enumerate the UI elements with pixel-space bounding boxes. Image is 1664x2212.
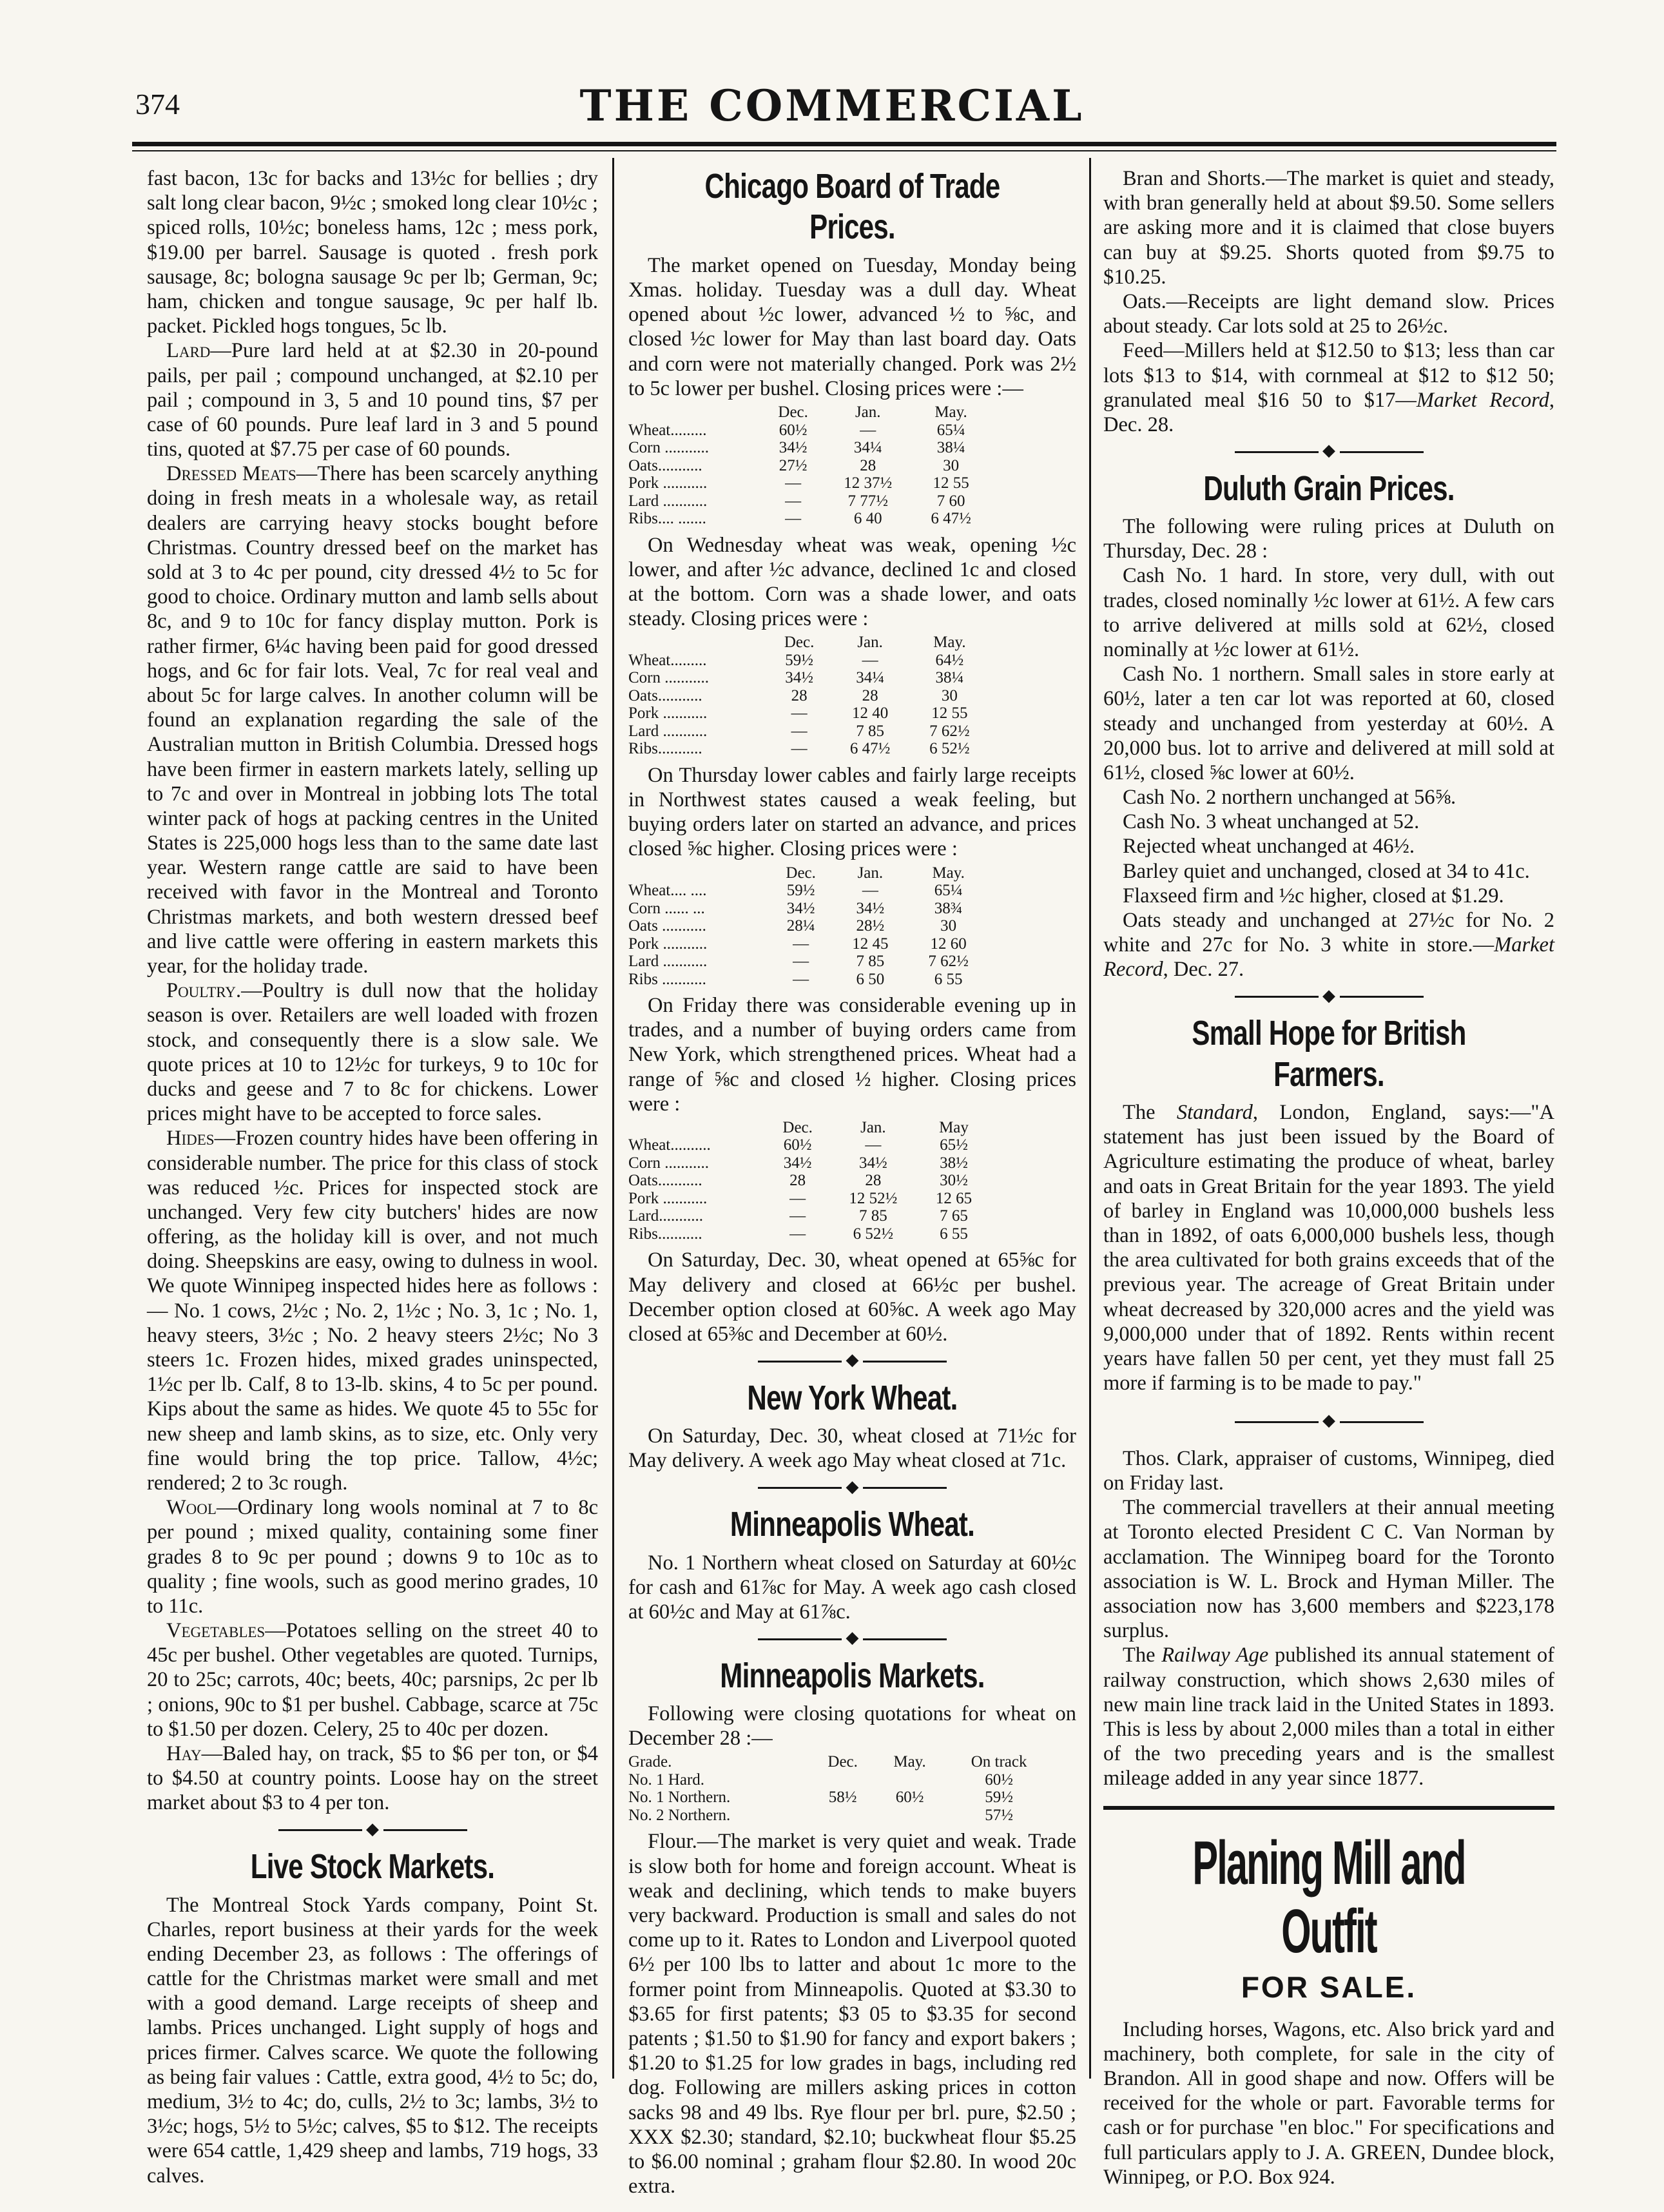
table-cell [875,1807,944,1825]
live-stock-heading: Live Stock Markets. [250,1847,495,1887]
table-cell: 7 85 [856,953,885,970]
section-separator: ◆ [628,1628,1076,1648]
chicago-intro: The market opened on Tuesday, Monday being Xmas. holiday. Tuesday was a dull day. Wheat opened about ½c lower, advanced ½ to ⅝c, and closed ½c lower for May than last board day. Oats and corn were not materially changed. Pork was 2½ to 5c lower per bushel. Closing prices were :— [628,253,1076,400]
advertisement-text: Including horses, Wagons, etc. Also brick yard and machinery, both complete, for sale in the city of Brandon. All in good shape and now. Offers will be received for the whole or part. Favorable terms for cash or for purchase "en bloc." For specifications and full particulars apply to J. A. GREEN, Dundee block, Winnipeg, or P.O. Box 924. [1103,2017,1554,2189]
masthead-rule-thin [132,150,1556,151]
table-cell: 34½ [785,669,813,687]
table-row [628,1190,989,1208]
table-cell: 12 65 [935,1189,972,1207]
table-cell: Oats........... [628,456,702,474]
table-cell: 30½ [940,1172,968,1190]
table-cell [810,1771,875,1789]
small-hope-pre: The [1123,1101,1177,1125]
table-cell: 34½ [779,439,808,456]
table-cell: — [791,722,808,740]
duluth-heading: Duluth Grain Prices. [1203,469,1455,508]
table-header-cell [628,1119,768,1137]
table-header-cell: May. [893,1753,926,1771]
table-row [628,1154,989,1172]
table-cell: 7 77½ [847,492,888,510]
bran-shorts-paragraph: Bran and Shorts.—The market is quiet and steady, with bran generally held at about $9.50. Some sellers are asking more and it is claimed that close buyers can buy at $9.25. Shorts quoted from $9.75 to $10.25. [1103,167,1554,289]
table-cell: Lard........... [628,1207,703,1225]
hides-label: Hides [166,1127,215,1150]
table-cell: 34¼ [853,439,882,456]
vegetables-paragraph [147,1618,598,1741]
table-cell: 38¾ [934,899,963,917]
thursday-paragraph: On Thursday lower cables and fairly large receipts in Northwest states caused a weak feeling, but buying orders later on started an advance, and prices closed ⅝c higher. Closing prices were : [628,763,1076,861]
small-hope-heading: Small Hope for British Farmers. [1192,1014,1466,1094]
lard-paragraph [147,338,598,461]
table-cell: 12 55 [933,474,969,492]
table-row [628,474,989,492]
table-cell: Pork ........... [628,474,708,492]
table-cell: 34¼ [856,669,884,687]
table-cell: 6 52½ [929,740,970,758]
masthead-rule-thick [132,142,1556,146]
table-row [628,1136,989,1154]
railway-paragraph [1103,1643,1554,1790]
table-header-row [628,1119,989,1137]
table-cell: 28½ [856,917,885,935]
column-divider-2 [1089,158,1091,2079]
table-cell: — [860,421,876,439]
table-header-cell: Dec. [782,1118,813,1136]
table-row [628,669,989,687]
table-header-cell [628,634,768,652]
masthead-title: THE COMMERCIAL [579,81,1085,131]
wool-paragraph [147,1495,598,1618]
duluth-intro: The following were ruling prices at Duluth on Thursday, Dec. 28 : [1103,515,1554,563]
table-cell [810,1807,875,1825]
table-cell: 38¼ [935,669,964,687]
section-separator: ◆ [628,1350,1076,1370]
table-row [628,917,989,935]
table-cell: — [793,970,809,988]
table-row [628,1771,1054,1789]
lard-label: Lard [166,339,211,363]
table-cell: Lard ........... [628,722,708,740]
duluth-cash-no1-northern: Cash No. 1 northern. Small sales in store early at 60½, later a ten car lot was reported at 60, closed steady and unchanged from yesterday at 60½. A 20,000 bus. lot to arrive and delivered at mill sold at 61½, closed ⅝c lower at 60½. [1103,663,1554,784]
table-cell: Ribs........... [628,1225,702,1243]
table-header-cell: Grade. [628,1753,672,1771]
poultry-text: .—Poultry is dull now that the holiday season is over. Retailers are well loaded with frozen stock, and consequently there is a slow sale. We quote prices at 10 to 12½c for turkeys, 9 to 10c for ducks and geese and 7 to 8c for chickens. Lower prices might have to be accepted to force sales. [147,979,598,1126]
table-cell: — [789,1225,806,1243]
saturday-paragraph: On Saturday, Dec. 30, wheat opened at 65⅝c for May delivery and closed at 66½c per bushel. December option closed at 60⅝c. A week ago May closed at 65⅜c and December at 60½. [628,1248,1076,1346]
railway-pre: The [1123,1644,1162,1667]
table-cell: Pork ........... [628,704,708,723]
table-cell: 28 [862,686,878,704]
table-cell: 7 62½ [928,953,969,970]
table-cell: 7 85 [859,1207,887,1225]
table-row [628,1172,989,1190]
table-header-row [628,864,989,882]
table-cell: 28 [860,456,876,474]
table-header-cell: Jan. [857,864,884,882]
column-2 [628,166,1076,2198]
clark-paragraph: Thos. Clark, appraiser of customs, Winnipeg, died on Friday last. [1103,1446,1554,1495]
table-row [628,740,989,758]
table-cell: — [789,1189,806,1207]
table-cell: Wheat.... .... [628,882,707,899]
page-number: 374 [135,88,180,121]
table-cell: 60½ [985,1771,1013,1789]
table-cell: 65½ [940,1136,968,1154]
wool-text: —Ordinary long wools nominal at 7 to 8c per pound ; mixed quality, containing some finer grades 8 to 9c per pound ; downs 9 to 10c as to quality ; fine wools, such as good merino grades, 10 to 11c. [147,1496,598,1618]
table-header-cell: Jan. [857,634,883,652]
table-header-cell: Jan. [855,403,881,421]
duluth-flaxseed: Flaxseed firm and ½c higher, closed at $1.29. [1123,884,1504,907]
railway-text: published its annual statement of railway construction, which shows 2,630 miles of new main line track laid in the United States in 1893. This is less by about 2,000 miles than a total in either of the two preceding years and is the smallest mileage added in any year since 1877. [1103,1644,1554,1790]
table-cell: 6 47½ [849,740,891,758]
column-3 [1103,166,1554,2189]
table-row [628,422,989,440]
duluth-cash-no1-hard: Cash No. 1 hard. In store, very dull, with out trades, closed nominally ½c lower at 61½. A few cars to arrive delivered at mills sold at 62½, closed nominally at ½c lower at 61½. [1103,564,1554,661]
table-cell: 7 85 [856,722,884,740]
table-cell: Corn ........... [628,439,709,456]
table-header-cell: Jan. [860,1118,886,1136]
table-header-cell: Dec. [778,403,808,421]
minneapolis-grade-table [628,1753,1054,1824]
table-cell: 27½ [779,456,808,474]
table-cell: 60½ [783,1136,812,1154]
duluth-oats [1103,908,1554,982]
table-cell: 12 55 [931,704,968,723]
table-row [628,935,989,953]
table-cell: Lard ........... [628,492,708,510]
table-cell: — [862,651,878,669]
table-cell: — [791,740,808,758]
hides-paragraph [147,1126,598,1495]
table-row [628,687,989,705]
table-header-cell: Dec. [827,1753,858,1771]
dressed-meats-paragraph [147,461,598,978]
table-cell: Pork ........... [628,1189,708,1207]
table-cell: 34½ [856,899,885,917]
table-cell: No. 2 Northern. [628,1806,731,1824]
table-row [628,439,989,457]
poultry-label: Poultry [166,979,236,1003]
chicago-prices-table-thursday [628,864,989,989]
vegetables-text: —Potatoes selling on the street 40 to 45c per bushel. Other vegetables are quoted. Turnips, 20 to 25c; carrots, 40c; beets, 40c; parsnips, 2c per lb ; onions, 90c to $1 per bushel. Cabbage, scarce at 75c to $1.50 per dozen. Celery, 25 to 40c per dozen. [147,1619,598,1741]
duluth-oats-text: Oats steady and unchanged at 27½c for No. 2 white and 27c for No. 3 white in store.— [1103,909,1554,957]
new-york-wheat-paragraph: On Saturday, Dec. 30, wheat closed at 71½c for May delivery. A week ago May wheat closed at 71c. [628,1424,1076,1473]
travellers-paragraph: The commercial travellers at their annual meeting at Toronto elected President C C. Van Norman by acclamation. The Winnipeg board for the Toronto association is W. L. Brock and Hyman Miller. The association now has 3,600 members and $223,178 surplus. [1103,1496,1554,1643]
feed-source: Market Record [1416,388,1549,412]
table-row [628,900,989,918]
chicago-prices-table-friday [628,1119,989,1243]
table-cell: Corn ...... ... [628,899,705,917]
table-cell: 59½ [985,1789,1013,1807]
railway-paper: Railway Age [1161,1644,1269,1667]
table-cell: Wheat.......... [628,1136,711,1154]
table-cell: 38½ [940,1154,968,1172]
table-cell: 28 [791,686,808,704]
table-cell: 30 [941,686,958,704]
table-row [628,652,989,670]
advertisement-title: Planing Mill and Outfit [1192,1829,1466,1966]
feed-date: , Dec. 28. [1103,388,1554,436]
table-cell: Wheat......... [628,651,707,669]
section-separator: ◆ [1103,441,1554,461]
table-cell: 28 [865,1172,882,1190]
table-row [628,953,989,971]
table-row [628,971,989,989]
advertisement-subtitle: FOR SALE. [1241,1970,1417,2004]
table-row [628,510,989,528]
hay-text: —Baled hay, on track, $5 to $6 per ton, or $4 to $4.50 at country points. Loose hay on the street market about $3 to 4 per ton. [147,1742,598,1815]
table-row [628,723,989,741]
table-row [628,492,989,510]
table-cell: — [862,882,878,899]
bacon-paragraph: fast bacon, 13c for backs and 13½c for bellies ; dry salt long clear bacon, 9½c ; smoked long clear 10½c ; spiced rolls, 10½c; boneless hams, 12c ; mess pork, $19.00 per barrel. Sausage is quoted . fresh pork sausage, 8c; bologna sausage 9c per lb; German, 9c; ham, chicken and tongue sausage, 9c per half lb. packet. Pickled hogs tongues, 5c lb. [147,167,598,338]
table-cell: 59½ [786,882,815,899]
table-cell: 12 40 [851,704,889,723]
small-hope-text: , London, England, says:—"A statement has just been issued by the Board of Agriculture estimating the produce of wheat, barley and oats in Great Britain for the year 1893. The yield of barley in England was 10,000,000 bushels less than in 1892, of oats 6,000,000 bushels less, though the area cultivated for both grains exceeds that of the previous year. The acreage of Great Britain under wheat decreased by 320,000 acres and the yield was 9,000,000 under that of 1892. Rents within recent years have fallen 50 per cent, yet they must fall 25 more if farming is to be made to pay." [1103,1101,1554,1395]
table-row [628,1789,1054,1807]
table-header-row [628,1753,1054,1771]
table-row [628,1225,989,1243]
table-cell: Ribs.... ....... [628,510,706,527]
live-stock-paragraph: The Montreal Stock Yards company, Point St. Charles, report business at their yards for the week ending December 23, as follows : The offerings of cattle for the Christmas market were small and met with a good demand. Large receipts of sheep and lambs. Prices unchanged. Light supply of hogs and prices firmer. Calves scarce. We quote the following as being fair values : Cattle, extra good, 4½ to 5c; do, medium, 3½ to 4c; do, culls, 2½ to 3c; lambs, 3½ to 3½c; hogs, 5½ to 5½c; calves, $5 to $12. The receipts were 654 cattle, 1,429 sheep and lambs, 719 hogs, 33 calves. [147,1893,598,2188]
dressed-meats-text: —There has been scarcely anything doing in fresh meats in a wholesale way, as retail dealers are carrying heavy stocks bought before Christmas. Country dressed beef on the market has sold at 3 to 4c per pound, city dressed 4½ to 5c for good to choice. Ordinary mutton and lamb sells about 8c, and 9 to 10c for fancy display mutton. Pork is rather firmer, 6¼c having been paid for good dressed hogs, and 6c for fair lots. Veal, 7c for real veal and about 5c for large calves. In another column will be found an explanation regarding the sale of the Australian mutton in British Columbia. Dressed hogs have been firmer in eastern markets lately, selling up to 7c and over in Montreal in jobbing lots The total winter pack of hogs at packing centres in the United States is 225,000 hogs less than to the same date last year. Western range cattle are said to have been received with favor in the Montreal and Toronto Christmas markets, and both western dressed beef and live cattle were offering in eastern markets this year, for the holiday trade. [147,462,598,978]
section-separator: ◆ [628,1477,1076,1497]
table-cell: 60½ [779,421,808,439]
table-cell: — [793,953,809,970]
table-cell: 30 [940,917,957,935]
duluth-date: , Dec. 27. [1163,958,1244,982]
table-cell: Pork ........... [628,935,708,953]
chicago-prices-table-wednesday [628,634,989,758]
table-header-cell: Dec. [786,864,816,882]
table-header-cell: On track [971,1753,1027,1771]
table-cell [875,1771,944,1789]
section-separator: ◆ [1103,1411,1554,1431]
section-separator: ◆ [147,1819,598,1839]
table-cell: — [785,510,802,527]
table-cell: 57½ [985,1806,1013,1824]
vegetables-label: Vegetables [166,1619,266,1643]
table-row [628,457,989,475]
table-cell: 6 47½ [931,510,971,527]
table-cell: 6 55 [934,970,963,988]
duluth-cash-no3: Cash No. 3 wheat unchanged at 52. [1123,810,1420,834]
table-cell: — [785,492,802,510]
table-cell: — [865,1136,882,1154]
table-row [628,704,989,723]
table-cell: No. 1 Hard. [628,1771,705,1789]
table-cell: 64½ [935,651,964,669]
minneapolis-wheat-paragraph: No. 1 Northern wheat closed on Saturday at 60½c for cash and 61⅞c for May. A week ago cash closed at 60½c and May at 61⅞c. [628,1551,1076,1624]
hay-label: Hay [166,1742,202,1765]
table-cell: Ribs ........... [628,970,706,988]
lard-text: —Pure lard held at at $2.30 in 20-pound pails, per pail ; compound unchanged, at $2.10 per pail ; compound in 3, 5 and 10 pound tins, $7 per case of 60 pounds. Pure leaf lard in 3 and 5 pound tins, quoted at $7.75 per case of 60 pounds. [147,339,598,461]
table-header-cell [628,864,769,882]
poultry-paragraph [147,978,598,1126]
table-cell: 6 50 [856,970,885,988]
table-cell: 65¼ [936,421,965,439]
minneapolis-wheat-heading: Minneapolis Wheat. [730,1505,975,1544]
minneapolis-markets-intro: Following were closing quotations for wheat on December 28 :— [628,1702,1076,1751]
table-header-cell: Dec. [784,634,815,652]
table-cell: 34½ [786,899,815,917]
table-cell: 28 [789,1172,806,1190]
column-1 [147,166,598,2188]
table-cell: — [791,704,808,723]
duluth-source: Market Record [1103,933,1554,982]
minneapolis-markets-heading: Minneapolis Markets. [720,1656,985,1695]
table-cell: — [793,935,809,953]
oats-paragraph: Oats.—Receipts are light demand slow. Prices about steady. Car lots sold at 25 to 26½c. [1103,289,1554,338]
table-row [628,1807,1054,1825]
small-hope-paragraph [1103,1100,1554,1395]
flour-paragraph: Flour.—The market is very quiet and weak. Trade is slow both for home and foreign account. Wheat is weak and declining, which tends to make buyers very backward. Production is small and sales do not come up to it. Rates to London and Liverpool quoted 6½ per 100 lbs to latter and about 1c more to the former point from Minneapolis. Quoted at $3.30 to $3.65 for first patents; $3 05 to $3.35 for second patents ; $1.50 to $1.90 for fancy and export bakers ; $1.20 to $1.25 for low grades in bags, including red dog. Following are millers asking prices in cotton sacks 98 and 49 lbs. Rye flour per brl. pure, $2.50 ; XXX $2.30; standard, $2.10; buckwheat flour $5.25 to $6.00 nominal ; graham flour $2.80. In wood 20c extra. [628,1830,1076,2198]
table-header-row [628,634,989,652]
table-cell: 34½ [859,1154,887,1172]
duluth-cash-no2-northern: Cash No. 2 northern unchanged at 56⅝. [1123,786,1456,810]
feed-paragraph [1103,338,1554,437]
table-cell: — [789,1207,806,1225]
table-cell: Corn ........... [628,1154,709,1172]
table-cell: Corn ........... [628,669,709,687]
table-cell: Ribs........... [628,740,702,758]
hides-text: —Frozen country hides have been offering in considerable number. The price for this class of stock was reduced ½c. Prices for inspected stock are unchanged. Very few city butchers' hides are now offering, as the holiday kill is over, and not much doing. Sheepskins are easy, owing to dulness in wool. We quote Winnipeg inspected hides here as follows :— No. 1 cows, 2½c ; No. 2, 1½c ; No. 3, 1c ; No. 1, heavy steers, 3½c ; No. 2 heavy steers 2½c; No 3 steers 1c. Frozen hides, mixed grades uninspected, 1½c per lb. Calf, 8 to 13-lb. skins, 4 to 5c per pound. Kips about the same as hides. We quote 45 to 55c for new sheep and lamb skins, as to size, etc. Only very fine would bring the top price. Tallow, 4½c; rendered; 2 to 3c rough. [147,1127,598,1495]
table-cell: Lard ........... [628,953,708,970]
table-cell: 7 62½ [929,722,970,740]
chicago-prices-table-tuesday [628,403,989,528]
table-cell: Wheat......... [628,421,707,439]
table-cell: 59½ [785,651,813,669]
table-cell: 60½ [895,1789,924,1807]
duluth-rejected: Rejected wheat unchanged at 46½. [1123,835,1415,859]
column-divider-1 [612,158,614,2079]
table-cell: Oats........... [628,686,702,704]
table-cell: 58½ [828,1789,857,1807]
table-cell: Oats ........... [628,917,706,935]
table-header-cell: May. [932,864,965,882]
table-cell: 6 40 [853,510,882,527]
table-cell: 6 52½ [853,1225,894,1243]
table-cell: 7 65 [940,1207,968,1225]
wool-label: Wool [166,1496,217,1520]
table-cell: 30 [943,456,960,474]
table-cell: 12 45 [852,935,889,953]
small-hope-paper: Standard [1176,1101,1253,1125]
table-cell: 65¼ [934,882,963,899]
table-cell: 12 60 [930,935,967,953]
wednesday-paragraph: On Wednesday wheat was weak, opening ½c lower, and after ½c advance, declined 1c and closed at the bottom. Corn was a shade lower, and oats steady. Closing prices were : [628,533,1076,631]
table-cell: 28¼ [786,917,815,935]
section-separator: ◆ [1103,986,1554,1006]
table-row [628,882,989,900]
table-header-cell: May. [934,403,967,421]
duluth-barley: Barley quiet and unchanged, closed at 34 to 41c. [1123,859,1530,883]
table-cell: 12 52½ [849,1189,898,1207]
table-cell: 6 55 [940,1225,968,1243]
table-header-cell: May. [933,634,966,652]
table-cell: 38¼ [936,439,965,456]
chicago-heading: Chicago Board of Trade Prices. [704,167,1000,247]
advertisement-top-rule [1103,1806,1554,1810]
table-cell: No. 1 Northern. [628,1789,731,1807]
friday-paragraph: On Friday there was considerable evening up in trades, and a number of buying orders came from New York, which strengthened prices. Wheat had a range of ⅝c and closed ½ higher. Closing prices were : [628,994,1076,1116]
table-cell: 12 37½ [844,474,893,492]
table-cell: 34½ [783,1154,812,1172]
feed-text: Feed—Millers held at $12.50 to $13; less than car lots $13 to $14, with cornmeal at $12 to $12 50; granulated meal $16 50 to $17— [1103,339,1554,412]
dressed-meats-label: Dressed Meats [166,462,296,486]
table-header-row [628,403,989,422]
table-row [628,1207,989,1225]
new-york-wheat-heading: New York Wheat. [747,1378,958,1417]
table-header-cell: May [939,1118,969,1136]
table-cell: — [785,474,802,492]
hay-paragraph [147,1741,598,1816]
table-cell: 7 60 [936,492,965,510]
table-header-cell [628,403,763,422]
table-cell: Oats........... [628,1172,702,1190]
